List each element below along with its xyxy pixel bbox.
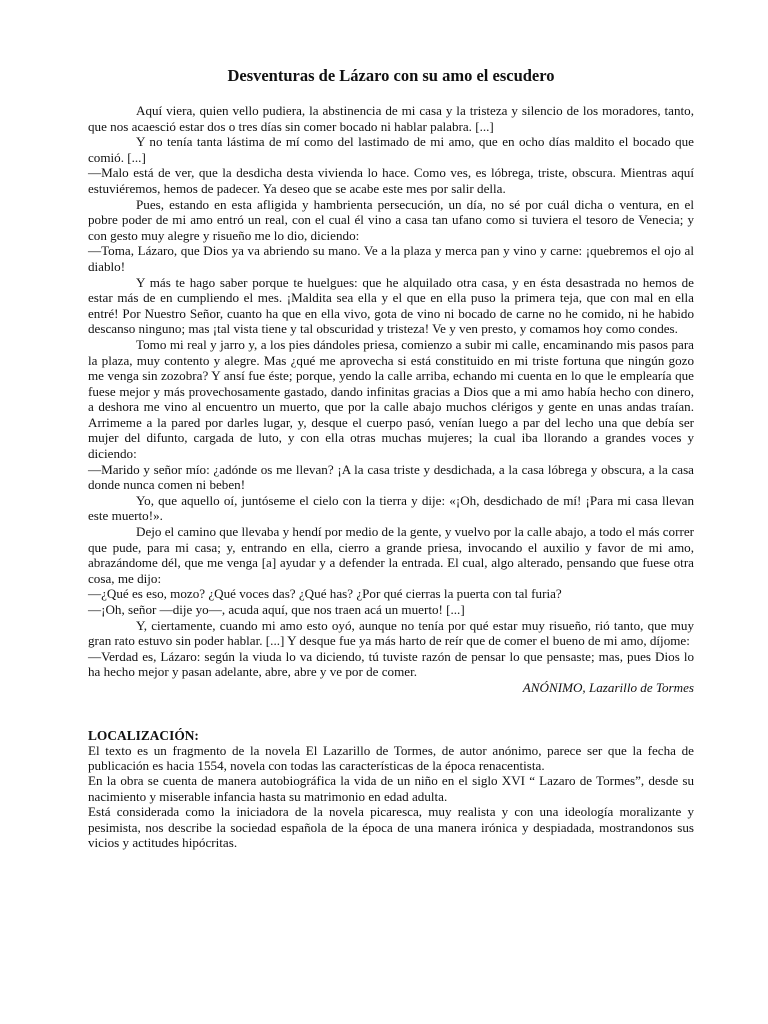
excerpt-paragraph: Y no tenía tanta lástima de mí como del lastimado de mi amo, que en ocho días maldito el bocado que comió. [...] xyxy=(88,134,694,165)
excerpt-paragraph: —Toma, Lázaro, que Dios ya va abriendo su mano. Ve a la plaza y merca pan y vino y carne: ¡quebremos el ojo al diablo! xyxy=(88,243,694,274)
excerpt-paragraph: —¡Oh, señor —dije yo—, acuda aquí, que nos traen acá un muerto! [...] xyxy=(88,602,465,617)
excerpt-paragraph: —¿Qué es eso, mozo? ¿Qué voces das? ¿Qué has? ¿Por qué cierras la puerta con tal furia? xyxy=(88,586,562,602)
excerpt-paragraph: Yo, que aquello oí, juntóseme el cielo con la tierra y dije: «¡Oh, desdichado de mí! ¡Para mi casa llevan este muerto!». xyxy=(88,492,694,524)
excerpt-paragraph: Pues, estando en esta afligida y hambrienta persecución, un día, no sé por cuál dicha o ventura, en el pobre poder de mi amo entró un real, con el cual él vino a casa tan ufano como si tuviera el tesoro de Venecia; y con gesto muy alegre y risueño me lo dio, diciendo: xyxy=(88,196,694,243)
excerpt-paragraph: Dejo el camino que llevaba y hendí por medio de la gente, y vuelvo por la calle abajo, a todo el más correr que pude, para mi casa; y, entrando en ella, cierro a grande priesa, invocando el auxilio y favor de mi amo, abrazándome dél, que me venga [a] ayudar y a defender la entrada. El cual, algo alterado, pensando que fuese otra cosa, me dijo: xyxy=(88,524,694,586)
excerpt-paragraph: —Malo está de ver, que la desdicha desta vivienda lo hace. Como ves, es lóbrega, triste, obscura. Mientras aquí estuviéremos, hemos de padecer. Ya deseo que se acabe este mes por salir della. xyxy=(88,165,694,196)
excerpt-paragraph: Y más te hago saber porque te huelgues: que he alquilado otra casa, y en ésta desastrada no hemos de estar más de en cumpliendo el mes. ¡Maldita sea ella y el que en ella puso la primera teja, que con mal en ella entré! Por Nuestro Señor, cuanto ha que en ella vivo, gota de vino ni bocado de carne no he comido, ni he habido descanso ninguno; mas ¡tal vista tiene y tal obscuridad y tristeza! Ve y ven presto, y comamos hoy como condes. xyxy=(88,274,694,337)
localizacion-paragraph: En la obra se cuenta de manera autobiográfica la vida de un niño en el siglo XVI “ Lazaro de Tormes”, desde su nacimiento y miserable infancia hasta su matrimonio en edad adulta. xyxy=(88,773,694,804)
excerpt-paragraph: Y, ciertamente, cuando mi amo esto oyó, aunque no tenía por qué estar muy risueño, rió tanto, que muy gran rato estuvo sin poder hablar. [...] Y desque fue ya más harto de reír que de comer el bueno de mi amo, díjome: xyxy=(88,617,694,649)
excerpt-paragraph: Tomo mi real y jarro y, a los pies dándoles priesa, comienzo a subir mi calle, encaminando mis pasos para la plaza, muy contento y alegre. Mas ¿qué me aprovecha si está constituido en mi triste fortuna que ningún gozo me venga sin zozobra? Y ansí fue éste; porque, yendo la calle arriba, echando mi cuenta en lo que le emplearía que fuese mejor y más provechosamente gastado, dando infinitas gracias a Dios que a mi amo había hecho con dinero, a deshora me vino al encuentro un muerto, que por la calle abajo muchos clérigos y gente en unas andas traían. Arrimeme a la pared por darles lugar, y, desque el cuerpo pasó, venían luego a par del lecho una que debía ser mujer del difunto, cargada de luto, y con ella otras muchas mujeres; la cual iba llorando a grandes voces y diciendo: xyxy=(88,336,694,462)
localizacion-heading: LOCALIZACIÓN: xyxy=(88,727,199,743)
localizacion-paragraph: Está considerada como la iniciadora de la novela picaresca, muy realista y con una ideología moralizante y pesimista, nos describe la sociedad española de la época de una manera irónica y despiadada, mostrandonos sus vicios y actitudes hipócritas. xyxy=(88,804,694,850)
excerpt-paragraph: Aquí viera, quien vello pudiera, la abstinencia de mi casa y la tristeza y silencio de los moradores, tanto, que nos acaesció estar dos o tres días sin comer bocado ni hablar palabra. [...] xyxy=(88,103,694,134)
document-page xyxy=(88,66,694,850)
localizacion-paragraph: El texto es un fragmento de la novela El Lazarillo de Tormes, de autor anónimo, parece ser que la fecha de publicación es hacia 1554, novela con todas las características de la época renacentista. xyxy=(88,742,694,773)
document-title: Desventuras de Lázaro con su amo el escudero xyxy=(227,66,555,85)
attribution: ANÓNIMO, Lazarillo de Tormes xyxy=(522,679,694,695)
excerpt-paragraph: —Marido y señor mío: ¿adónde os me llevan? ¡A la casa triste y desdichada, a la casa lóbrega y obscura, a la casa donde nunca comen ni beben! xyxy=(88,461,694,493)
localizacion-section xyxy=(88,728,694,851)
excerpt-body xyxy=(88,103,694,680)
excerpt-paragraph: —Verdad es, Lázaro: según la viuda lo va diciendo, tú tuviste razón de pensar lo que pensaste; mas, pues Dios lo ha hecho mejor y pasan adelante, abre, abre y ve por de comer. xyxy=(88,648,694,680)
